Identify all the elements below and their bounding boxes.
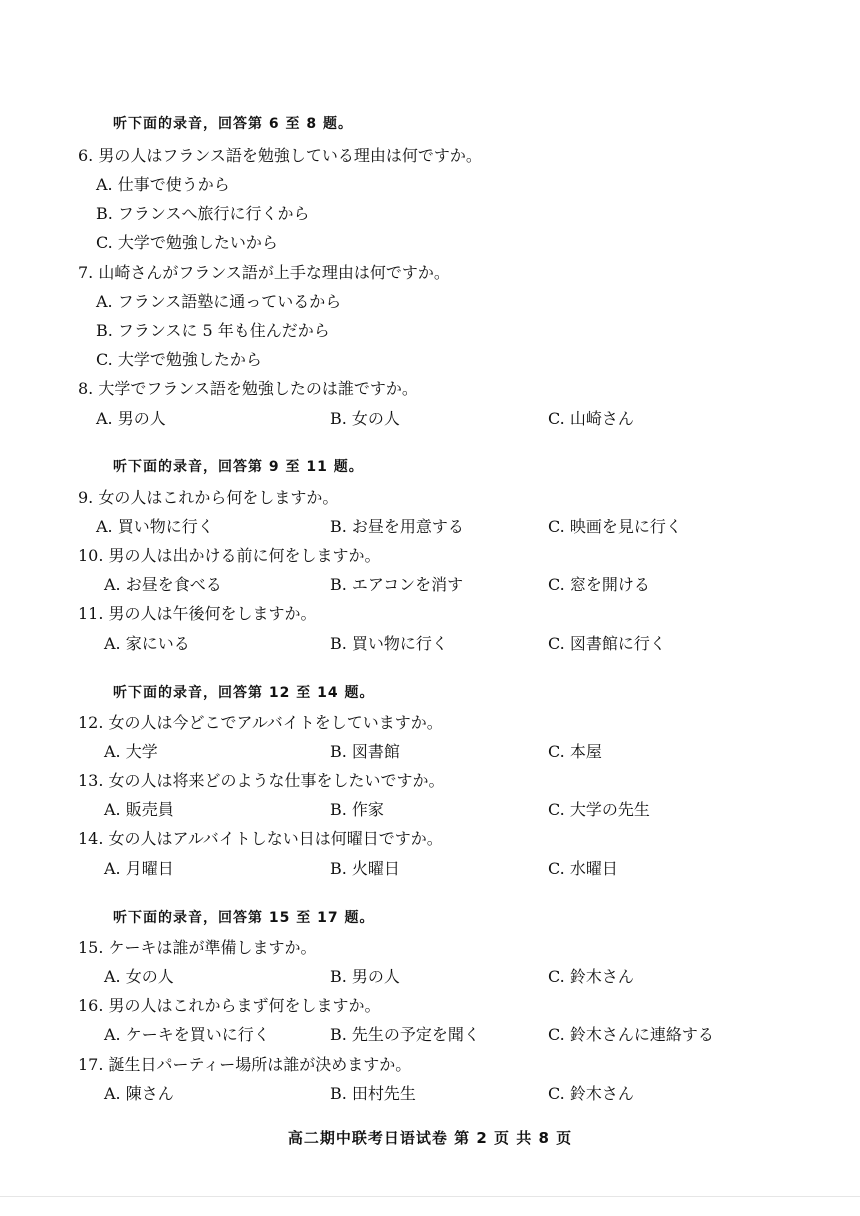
option-12b: B. 図書館 <box>330 742 400 761</box>
section-heading: 听下面的录音，回答第 12 至 14 题。 <box>113 685 375 701</box>
question-16: 16. 男の人はこれからまず何をしますか。 <box>78 996 381 1015</box>
option-10b: B. エアコンを消す <box>330 575 464 594</box>
page-footer: 高二期中联考日语试卷 第 2 页 共 8 页 <box>287 1129 573 1147</box>
option-7b: B. フランスに 5 年も住んだから <box>96 321 330 340</box>
option-12c: C. 本屋 <box>548 742 602 761</box>
option-9c: C. 映画を見に行く <box>548 517 682 536</box>
option-14b: B. 火曜日 <box>330 859 400 878</box>
question-8: 8. 大学でフランス語を勉強したのは誰ですか。 <box>78 379 418 398</box>
question-7: 7. 山崎さんがフランス語が上手な理由は何ですか。 <box>78 263 450 282</box>
option-9b: B. お昼を用意する <box>330 517 464 536</box>
option-16b: B. 先生の予定を聞く <box>330 1025 480 1044</box>
question-10: 10. 男の人は出かける前に何をしますか。 <box>78 546 381 565</box>
option-13a: A. 販売員 <box>104 800 174 819</box>
section-heading: 听下面的录音，回答第 6 至 8 题。 <box>113 116 353 132</box>
option-9a: A. 買い物に行く <box>96 517 214 536</box>
option-6a: A. 仕事で使うから <box>96 175 230 194</box>
option-6c: C. 大学で勉強したいから <box>96 233 278 252</box>
option-7a: A. フランス語塾に通っているから <box>96 292 342 311</box>
option-11b: B. 買い物に行く <box>330 634 448 653</box>
option-13c: C. 大学の先生 <box>548 800 650 819</box>
option-15b: B. 男の人 <box>330 967 400 986</box>
option-13b: B. 作家 <box>330 800 384 819</box>
section-heading: 听下面的录音，回答第 9 至 11 题。 <box>113 459 364 475</box>
option-14a: A. 月曜日 <box>104 859 174 878</box>
question-13: 13. 女の人は将来どのような仕事をしたいですか。 <box>78 771 445 790</box>
option-14c: C. 水曜日 <box>548 859 618 878</box>
question-12: 12. 女の人は今どこでアルバイトをしていますか。 <box>78 713 443 732</box>
option-6b: B. フランスへ旅行に行くから <box>96 204 310 223</box>
option-11c: C. 図書館に行く <box>548 634 666 653</box>
question-11: 11. 男の人は午後何をしますか。 <box>78 604 317 623</box>
option-17b: B. 田村先生 <box>330 1084 416 1103</box>
option-10c: C. 窓を開ける <box>548 575 650 594</box>
question-14: 14. 女の人はアルバイトしない日は何曜日ですか。 <box>78 829 443 848</box>
option-10a: A. お昼を食べる <box>104 575 222 594</box>
option-15c: C. 鈴木さん <box>548 967 634 986</box>
option-16a: A. ケーキを買いに行く <box>104 1025 270 1044</box>
option-15a: A. 女の人 <box>104 967 174 986</box>
option-8c: C. 山崎さん <box>548 409 634 428</box>
option-8a: A. 男の人 <box>96 409 166 428</box>
option-17c: C. 鈴木さん <box>548 1084 634 1103</box>
option-7c: C. 大学で勉強したから <box>96 350 262 369</box>
option-11a: A. 家にいる <box>104 634 190 653</box>
question-9: 9. 女の人はこれから何をしますか。 <box>78 488 339 507</box>
question-15: 15. ケーキは誰が準備しますか。 <box>78 938 317 957</box>
question-17: 17. 誕生日パーティー場所は誰が決めますか。 <box>78 1055 412 1074</box>
option-12a: A. 大学 <box>104 742 158 761</box>
section-heading: 听下面的录音，回答第 15 至 17 题。 <box>113 910 375 926</box>
option-8b: B. 女の人 <box>330 409 400 428</box>
question-6: 6. 男の人はフランス語を勉強している理由は何ですか。 <box>78 146 482 165</box>
option-17a: A. 陳さん <box>104 1084 174 1103</box>
page-edge-divider <box>0 1196 860 1197</box>
option-16c: C. 鈴木さんに連絡する <box>548 1025 714 1044</box>
